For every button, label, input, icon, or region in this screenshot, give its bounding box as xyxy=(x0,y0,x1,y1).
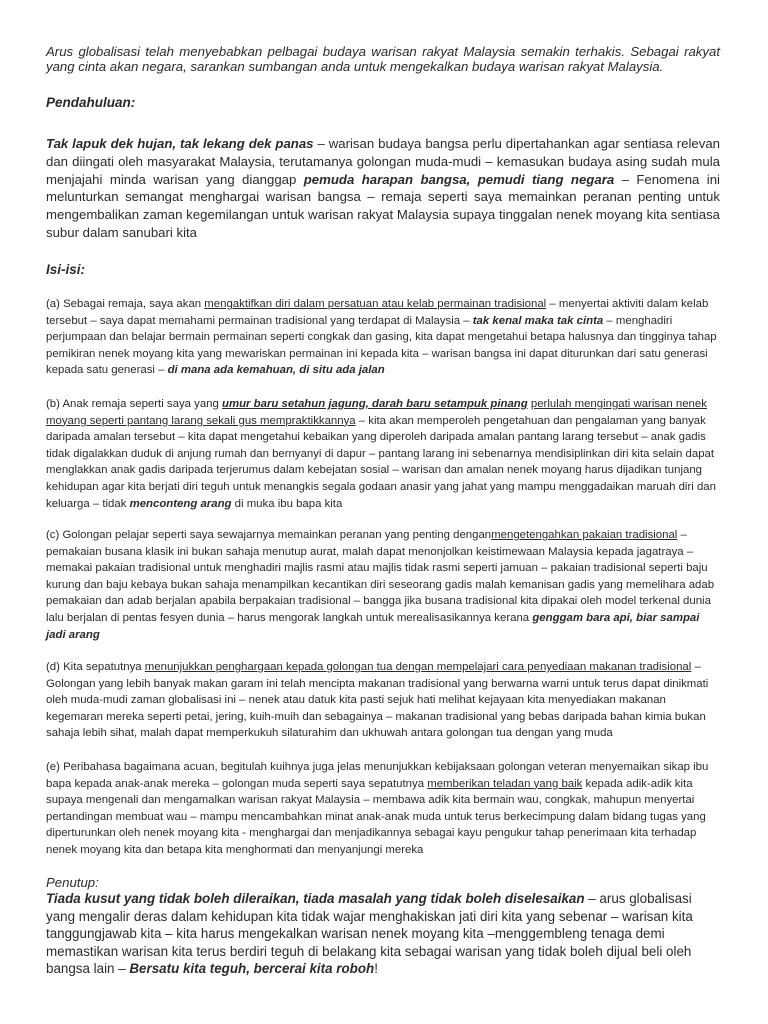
point-a-proverb-2: di mana ada kemahuan, di situ ada jalan xyxy=(167,364,385,377)
point-d-text-2: – Golongan yang lebih banyak makan garam ini telah mencipta makanan tradisional yang berwarna warni untuk terus dapat dinikmati oleh muda-mudi zaman globalisasi ini – nenek atau datuk kita pasti sejuk hati melihat kejayaan kita menyediakan makanan kegemaran mereka seperti petai, jering, kuih-muih dan sebagainya – makanan tradisional yang bebas daripada bahan kimia bukan sahaja lebih sihat, malah dapat memperkukuh silaturahim dan ukhuwah antara golongan tua dengan yang muda xyxy=(46,661,709,740)
heading-isi-isi: Isi-isi: xyxy=(46,262,86,277)
point-e-paragraph xyxy=(46,759,720,859)
intro-text-2: – Fenomena ini melunturkan semangat menghargai warisan bangsa – remaja seperti saya memainkan peranan penting untuk mengembalikan zaman kegemilangan untuk warisan rakyat Malaysia supaya tinggalan nenek moyang kita sentiasa subur dalam sanubari kita xyxy=(46,171,720,240)
point-c-text-1: (c) Golongan pelajar seperti saya sewajarnya memainkan peranan yang penting dengan xyxy=(46,529,492,541)
point-c-proverb: genggam bara api, biar sampai jadi arang xyxy=(46,611,700,641)
heading-pendahuluan: Pendahuluan: xyxy=(46,95,136,110)
heading-penutup: Penutup: xyxy=(46,875,99,890)
point-d-text-1: (d) Kita sepatutnya xyxy=(46,661,145,673)
point-e-text-2: kepada adik-adik kita supaya mengenali dan mengamalkan warisan rakyat Malaysia – membawa adik kita bermain wau, congkak, mahupun menyertai pertandingan membuat wau – mampu mencambahkan minat anak-anak muda untuk terus berkecimpung dalam bidang tugas yang diperturunkan oleh nenek moyang kita - menghargai dan menjadikannya sebagai kayu pengukur tahap penerimaan kita terhadap nenek moyang kita dan betapa kita menghormati dan menyanjungi mereka xyxy=(46,777,706,856)
proverb-tak-lapuk: Tak lapuk dek hujan, tak lekang dek panas xyxy=(46,136,314,151)
point-c-main-idea: mengetengahkan pakaian tradisional xyxy=(491,529,678,541)
intro-text-1: – warisan budaya bangsa perlu dipertahankan agar sentiasa relevan dan diingati oleh masyarakat Malaysia, terutamanya golongan muda-mudi – kemasukan budaya asing sudah mula menjajahi minda warisan yang dianggap xyxy=(46,136,720,187)
point-a-proverb-1: tak kenal maka tak cinta xyxy=(472,314,604,327)
point-b-text-1: (b) Anak remaja seperti saya yang xyxy=(46,398,223,410)
closing-proverb-1: Tiada kusut yang tidak boleh dileraikan, tiada masalah yang tidak boleh diselesaikan xyxy=(46,891,585,906)
point-e-text-1: (e) Peribahasa bagaimana acuan, begitulah kuihnya juga jelas menunjukkan kebijaksaan golongan veteran menyemaikan sikap ibu bapa kepada anak-anak mereka – golongan muda seperti saya sepatutnya xyxy=(46,761,709,790)
intro-paragraph xyxy=(46,135,720,242)
essay-question: Arus globalisasi telah menyebabkan pelbagai budaya warisan rakyat Malaysia semakin terhakis. Sebagai rakyat yang cinta akan negara, sarankan sumbangan anda untuk mengekalkan budaya warisan rakyat Malaysia. xyxy=(46,44,720,74)
closing-proverb-2: Bersatu kita teguh, bercerai kita roboh xyxy=(129,961,375,977)
point-a-text-1: (a) Sebagai remaja, saya akan xyxy=(46,298,205,310)
point-d-main-idea: menunjukkan penghargaan kepada golongan tua dengan mempelajari cara penyediaan makanan tradisional xyxy=(144,661,692,673)
point-c-text-2: – pemakaian busana klasik ini bukan sahaja menutup aurat, malah dapat menonjolkan keistimewaan Malaysia kepada jagatraya – memakai pakaian tradisional untuk menghadiri majlis rasmi atau majlis tidak rasmi seperti jamuan – pakaian tradisional seperti baju kurung dan baju kebaya bukan sahaja menampilkan kecantikan diri seseorang gadis malah kemanisan gadis yang memelihara adab pemakaian dan adab berjalan apabila berpakaian tradisional – bangga jika busana tradisional kita dipakai oleh model terkenal dunia lalu berjalan di pentas fesyen dunia – harus mengorak langkah untuk merealisasikannya kerana xyxy=(46,529,715,624)
point-b-main-idea: perlulah mengingati warisan nenek moyang seperti pantang larang sekali gus mempraktikkannya xyxy=(46,398,707,427)
point-b-proverb-1: umur baru setahun jagung, darah baru setampuk pinang xyxy=(222,398,528,410)
point-b-text-2: – kita akan memperoleh pengetahuan dan pengalaman yang banyak daripada amalan tersebut – kita dapat mengetahui kebaikan yang diperoleh daripada amalan pantang larang tersebut – anak gadis tidak digalakkan duduk di anjung rumah dan bernyanyi di dapur – pantang larang ini sebenarnya mendisiplinkan diri kita selain dapat menglakkan anak gadis daripada terjerumus dalam kebejatan sosial – warisan dan amalan nenek moyang harus dijadikan tunjang kehidupan agar kita berjati diri teguh untuk menangkis segala godaan anasir yang jahat yang mampu menggadaikan maruah diri dan keluarga – tidak xyxy=(46,414,716,510)
point-a-text-3: – menghadiri perjumpaan dan belajar bermain permainan seperti congkak dan gasing, kita dapat mengetahui betapa halusnya dan tingginya tahap pemikiran nenek moyang kita yang mewariskan permainan ini kepada kita – warisan bangsa ini dapat diturunkan dari satu generasi kepada satu generasi – xyxy=(46,314,717,377)
point-b-text-3: di muka ibu bapa kita xyxy=(231,497,343,510)
point-a-text-2: – menyertai aktiviti dalam kelab tersebut – saya dapat memahami permainan tradisional yang terdapat di Malaysia – xyxy=(46,298,709,327)
closing-paragraph xyxy=(46,890,720,978)
point-a-paragraph xyxy=(46,296,720,379)
point-c-paragraph xyxy=(46,527,720,643)
proverb-pemuda-harapan: pemuda harapan bangsa, pemudi tiang negara xyxy=(303,171,615,187)
closing-text-1: – arus globalisasi yang mengalir deras dalam kehidupan kita tidak wajar menghakiskan jati diri kita yang sebenar – warisan kita tanggungjawab kita – kita harus mengekalkan warisan nenek moyang kita –menggembleng tenaga demi memastikan warisan kita terus berdiri teguh di belakang kita sebagai warisan yang tidak boleh dijual beli oleh bangsa lain – xyxy=(46,891,693,977)
point-b-proverb-2: menconteng arang xyxy=(129,497,232,510)
point-b-paragraph xyxy=(46,396,720,512)
closing-exclamation: ! xyxy=(374,961,378,977)
point-a-main-idea: mengaktifkan diri dalam persatuan atau kelab permainan tradisional xyxy=(204,298,547,310)
point-e-main-idea: memberikan teladan yang baik xyxy=(427,777,583,790)
point-d-paragraph xyxy=(46,659,720,742)
